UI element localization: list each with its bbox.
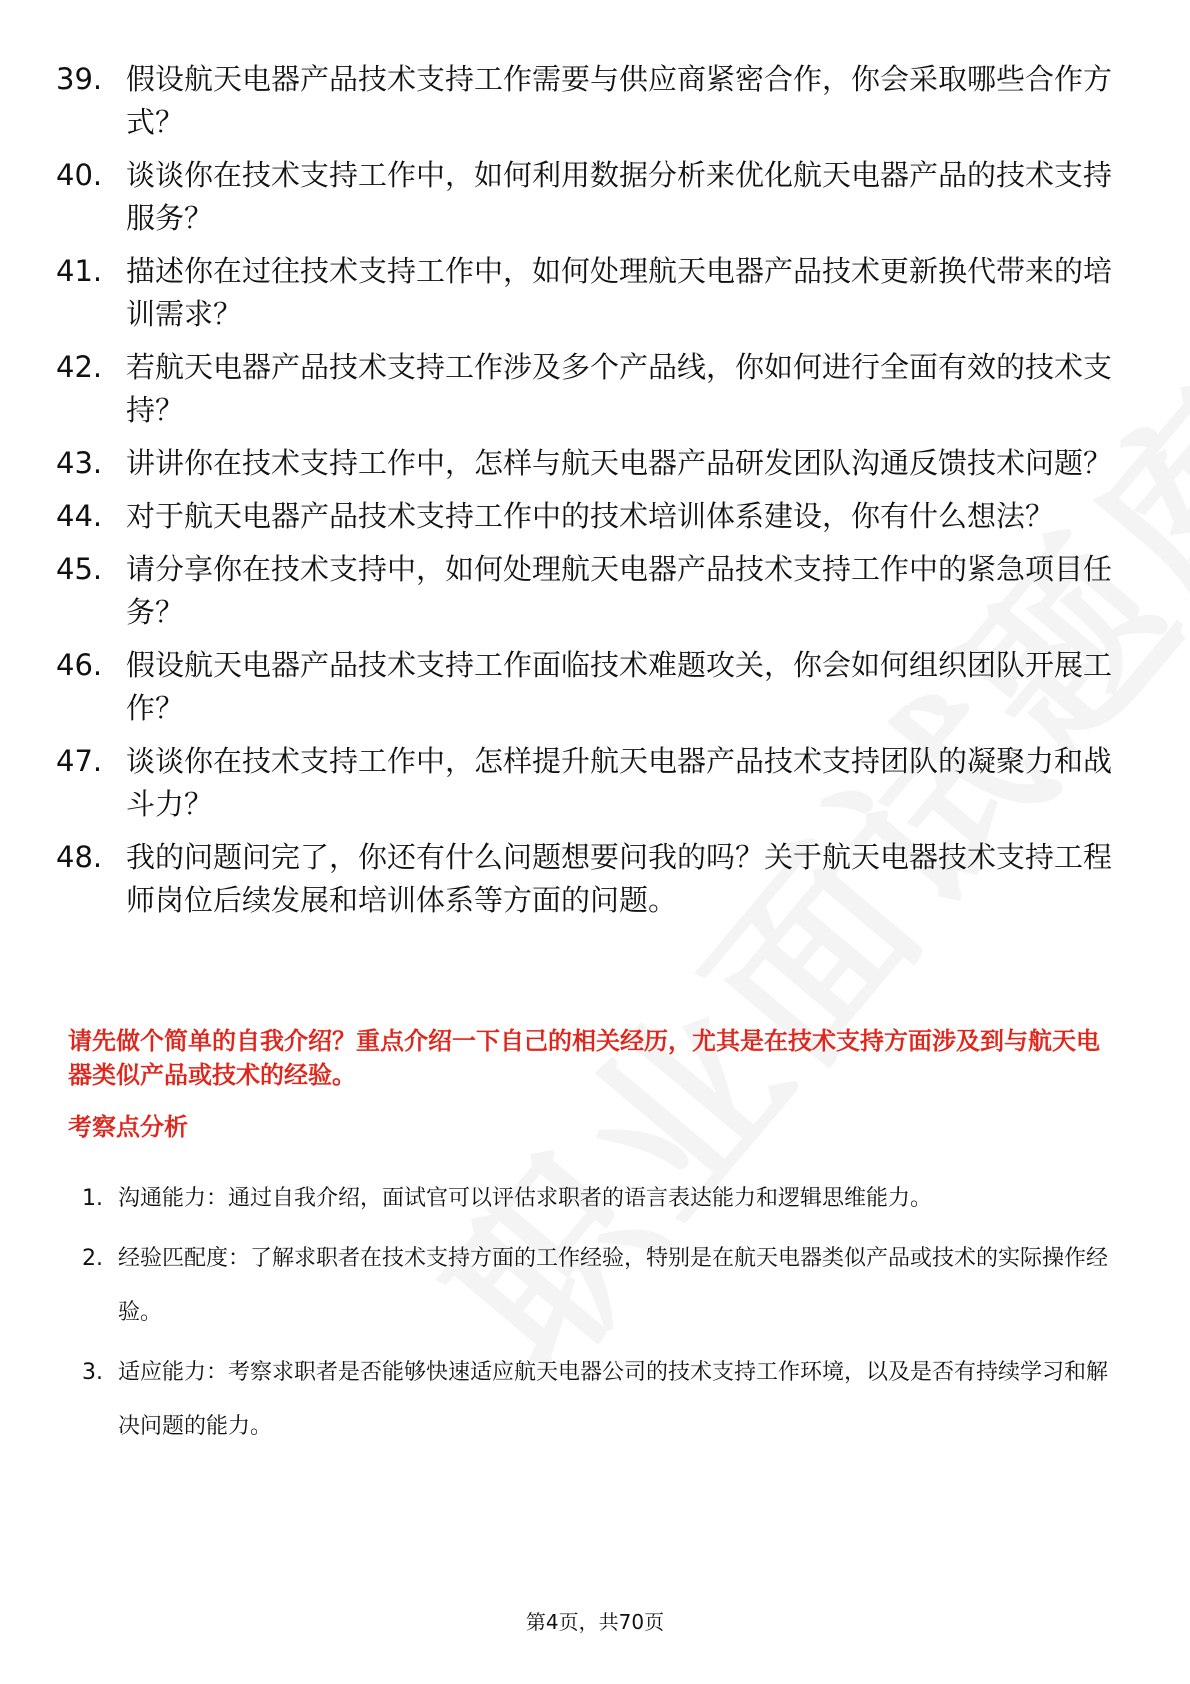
question-text: 请分享你在技术支持中，如何处理航天电器产品技术支持工作中的紧急项目任务？	[126, 552, 1113, 629]
analysis-list	[82, 1172, 1122, 1460]
list-item	[56, 442, 1116, 485]
question-number: 42.	[56, 350, 103, 384]
list-item	[56, 644, 1116, 730]
analysis-text: 经验匹配度：了解求职者在技术支持方面的工作经验，特别是在航天电器类似产品或技术的实际操作经验。	[118, 1246, 1109, 1325]
analysis-text: 沟通能力：通过自我介绍，面试官可以评估求职者的语言表达能力和逻辑思维能力。	[118, 1186, 933, 1211]
list-item	[56, 250, 1116, 336]
question-text: 若航天电器产品技术支持工作涉及多个产品线，你如何进行全面有效的技术支持？	[126, 350, 1113, 427]
question-text: 假设航天电器产品技术支持工作需要与供应商紧密合作，你会采取哪些合作方式？	[126, 62, 1113, 139]
analysis-number: 2.	[82, 1246, 103, 1271]
question-text: 讲讲你在技术支持工作中，怎样与航天电器产品研发团队沟通反馈技术问题？	[126, 446, 1113, 480]
highlight-question: 请先做个简单的自我介绍？重点介绍一下自己的相关经历，尤其是在技术支持方面涉及到与航天电器类似产品或技术的经验。	[68, 1027, 1100, 1089]
question-number: 43.	[56, 446, 103, 480]
analysis-text: 适应能力：考察求职者是否能够快速适应航天电器公司的技术支持工作环境，以及是否有持续学习和解决问题的能力。	[118, 1360, 1109, 1439]
question-number: 39.	[56, 62, 103, 96]
question-text: 我的问题问完了，你还有什么问题想要问我的吗？关于航天电器技术支持工程师岗位后续发展和培训体系等方面的问题。	[126, 840, 1113, 917]
question-text: 谈谈你在技术支持工作中，如何利用数据分析来优化航天电器产品的技术支持服务？	[126, 158, 1113, 235]
list-item	[56, 495, 1116, 538]
question-text: 假设航天电器产品技术支持工作面临技术难题攻关，你会如何组织团队开展工作？	[126, 648, 1113, 725]
question-text: 谈谈你在技术支持工作中，怎样提升航天电器产品技术支持团队的凝聚力和战斗力？	[126, 744, 1113, 821]
question-number: 40.	[56, 158, 103, 192]
question-text: 描述你在过往技术支持工作中，如何处理航天电器产品技术更新换代带来的培训需求？	[126, 254, 1113, 331]
list-item	[82, 1232, 1122, 1340]
list-item	[56, 836, 1116, 922]
list-item	[82, 1346, 1122, 1454]
question-number: 45.	[56, 552, 103, 586]
question-text: 对于航天电器产品技术支持工作中的技术培训体系建设，你有什么想法？	[126, 499, 1055, 533]
question-number: 46.	[56, 648, 103, 682]
question-number: 48.	[56, 840, 103, 874]
analysis-number: 3.	[82, 1360, 103, 1385]
list-item	[56, 58, 1116, 144]
question-number: 41.	[56, 254, 103, 288]
page-footer: 第4页，共70页	[525, 1610, 665, 1634]
analysis-title: 考察点分析	[68, 1113, 188, 1141]
list-item	[56, 548, 1116, 634]
analysis-number: 1.	[82, 1186, 103, 1211]
question-number: 47.	[56, 744, 103, 778]
list-item	[56, 154, 1116, 240]
question-list	[56, 58, 1116, 932]
list-item	[56, 346, 1116, 432]
list-item	[56, 740, 1116, 826]
list-item	[82, 1172, 1122, 1226]
question-number: 44.	[56, 499, 103, 533]
